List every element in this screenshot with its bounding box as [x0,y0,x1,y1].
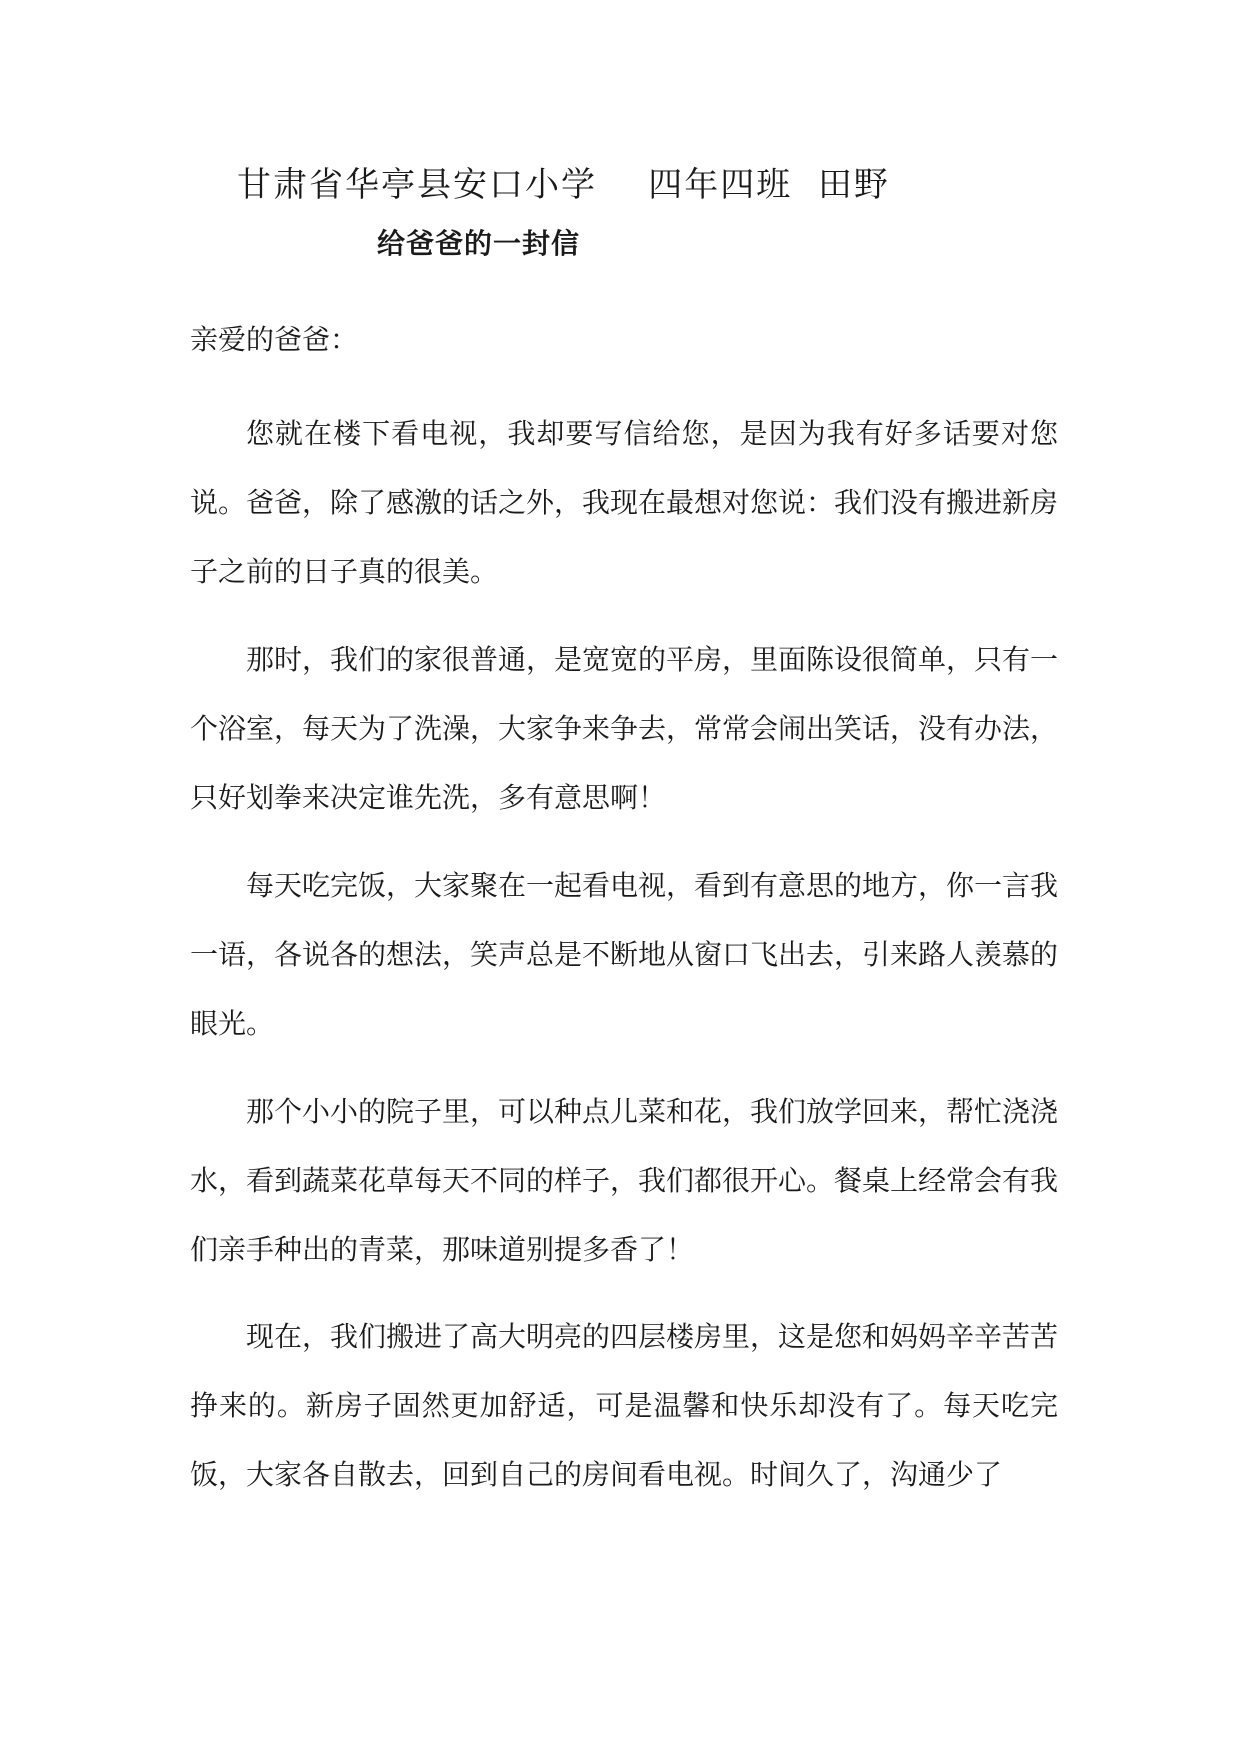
paragraph: 每天吃完饭，大家聚在一起看电视，看到有意思的地方，你一言我一语，各说各的想法，笑声总是不断地从窗口飞出去，引来路人羡慕的眼光。 [190,869,1059,1040]
salutation: 亲爱的爸爸： [190,323,359,356]
letter-title: 给爸爸的一封信 [377,227,581,260]
paragraph: 那个小小的院子里，可以种点儿菜和花，我们放学回来，帮忙浇浇水，看到蔬菜花草每天不同的样子，我们都很开心。餐桌上经常会有我们亲手种出的青菜，那味道别提多香了！ [190,1095,1059,1266]
author-line: 甘肃省华亭县安口小学 四年四班 田野 [237,165,890,205]
paragraph: 现在，我们搬进了高大明亮的四层楼房里，这是您和妈妈辛辛苦苦挣来的。新房子固然更加舒适，可是温馨和快乐却没有了。每天吃完饭，大家各自散去，回到自己的房间看电视。时间久了，沟通少了 [190,1320,1059,1491]
paragraph: 那时，我们的家很普通，是宽宽的平房，里面陈设很简单，只有一个浴室，每天为了洗澡，大家争来争去，常常会闹出笑话，没有办法，只好划拳来决定谁先洗，多有意思啊！ [190,643,1059,814]
paragraph: 您就在楼下看电视，我却要写信给您，是因为我有好多话要对您说。爸爸，除了感激的话之外，我现在最想对您说：我们没有搬进新房子之前的日子真的很美。 [190,417,1059,588]
